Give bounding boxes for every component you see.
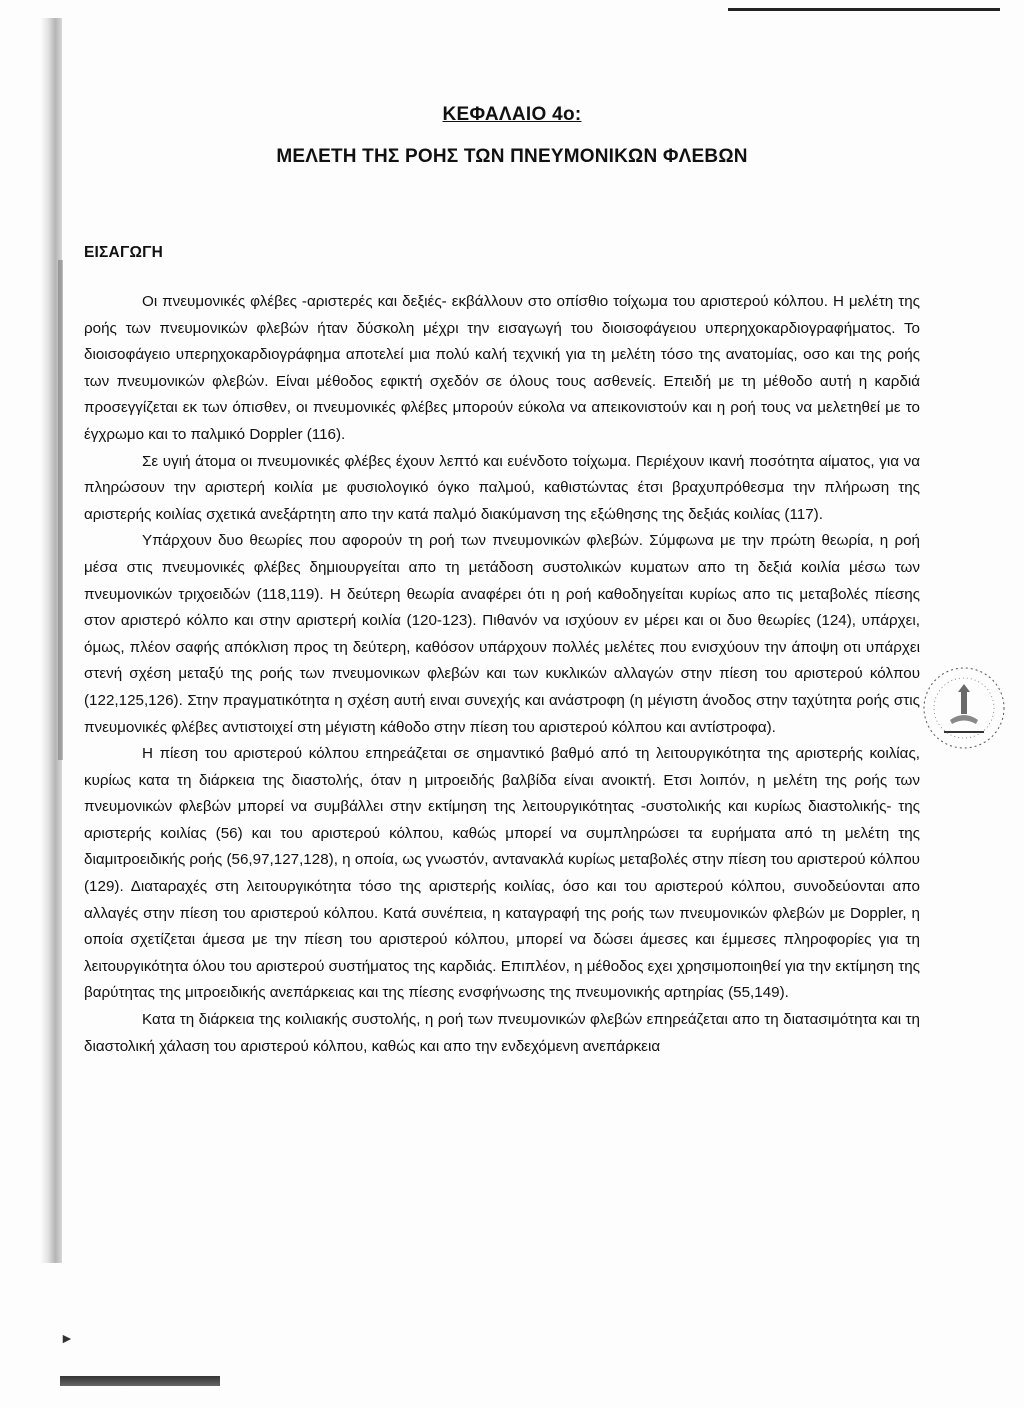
library-stamp-seal (918, 662, 1010, 754)
chapter-title: ΚΕΦΑΛΑΙΟ 4ο: (442, 104, 582, 125)
paragraph-5: Κατα τη διάρκεια της κοιλιακής συστολής, η ροή των πνευμονικών φλεβών επηρεάζεται απο τη διατασιμότητα και τη διαστολική χάλαση του αριστερού κόλπου, καθώς και απο την ενδεχόμενη ανεπάρκεια (84, 1011, 920, 1055)
margin-arrow-mark: ► (60, 1330, 74, 1346)
chapter-subtitle: ΜΕΛΕΤΗ ΤΗΣ ΡΟΗΣ ΤΩΝ ΠΝΕΥΜΟΝΙΚΩΝ ΦΛΕΒΩΝ (276, 146, 748, 167)
section-heading: ΕΙΣΑΓΩΓΗ (84, 244, 163, 261)
paragraph-1: Οι πνευμονικές φλέβες -αριστερές και δεξιές- εκβάλλουν στο οπίσθιο τοίχωμα του αριστερού κόλπου. Η μελέτη της ροής των πνευμονικών φλεβών ήταν δύσκολη μέχρι την εισαγωγή του διοισοφάγειου υπερηχοκαρδιογραφήματος. Το διοισοφάγειο υπερηχοκαρδιογράφημα αποτελεί μια πολύ καλή τεχνική για τη μελέτη τόσο της ανατομίας, οσο και της ροής των πνευμονικών φλεβών. Είναι μέθοδος εφικτή σχεδόν σε όλους τους ασθενείς. Επειδή με τη μέθοδο αυτή η καρδιά προσεγγίζεται εκ των όπισθεν, οι πνευμονικές φλέβες μπορούν εύκολα να απεικονιστούν και η ροή τους να μελετηθεί με το έγχρωμο και το παλμικό Doppler (116). (84, 293, 920, 443)
scan-edge-line (728, 8, 1000, 11)
scan-binding-dark-edge (58, 260, 63, 760)
paragraph-2: Σε υγιή άτομα οι πνευμονικές φλέβες έχουν λεπτό και ευένδοτο τοίχωμα. Περιέχουν ικανή ποσότητα αίματος, για να πληρώσουν την αριστερή κοιλία με φυσιολογικό όγκο παλμού, καθιστώντας έτσι βραχυπρόθεσμα την πλήρωση της αριστερής κοιλίας σχετικά ανεξάρτητη απο την κατά παλμό διακύμανση της εξώθησης της δεξιάς κοιλίας (117). (84, 452, 920, 523)
body-text (84, 289, 920, 1060)
paragraph-4: Η πίεση του αριστερού κόλπου επηρεάζεται σε σημαντικό βαθμό από τη λειτουργικότητα της αριστερής κοιλίας, κυρίως κατα τη διάρκεια της διαστολής, όταν η μιτροειδής βαλβίδα είναι ανοικτή. Ετσι λοιπόν, η μελέτη της ροής των πνευμονικών φλεβών μπορεί να συμβάλλει στην εκτίμηση της λειτουργικότητας -συστολικής και κυρίως διαστολικής- της αριστερής κοιλίας (56) και του αριστερού κόλπου, καθώς μπορεί να συμπληρώσει τα ευρήματα από τη μελέτη της διαμιτροειδικής ροής (56,97,127,128), η οποία, ως γνωστόν, αντανακλά κυρίως μεταβολές στην πίεση του αριστερού κόλπου (129). Διαταραχές στη λειτουργικότητα τόσο της αριστερής κοιλίας, όσο και του αριστερού κόλπου, συνοδεύονται απο αλλαγές στην πίεση του αριστερού κόλπου. Κατά συνέπεια, η καταγραφή της ροής των πνευμονικών φλεβών με Doppler, η οποία σχετίζεται άμεσα με την πίεση του αριστερού κόλπου, μπορεί να δώσει άμεσες και έμμεσες πληροφορίες για τη λειτουργικότητα όλου του αριστερού συστήματος της καρδιάς. Επιπλέον, η μέθοδος εχει χρησιμοποιηθεί για την εκτίμηση της βαρύτητας της μιτροειδικής ανεπάρκειας και της πίεσης ενσφήνωσης της πνευμονικής αρτηρίας (55,149). (84, 745, 920, 1002)
scan-bottom-bar (60, 1376, 220, 1386)
paragraph-3: Υπάρχουν δυο θεωρίες που αφορούν τη ροή των πνευμονικών φλεβών. Σύμφωνα με την πρώτη θεωρία, η ροή μέσα στις πνευμονικές φλέβες δημιουργείται απο τη μετάδοση συστολικών κυματων απο τη δεξιά κοιλία μέσω των πνευμονικών τριχοειδών (118,119). Η δεύτερη θεωρία αναφέρει ότι η ροή καθοδηγείται κυρίως απο τις μεταβολές πίεσης στον αριστερό κόλπο και στην αριστερή κοιλία (120-123). Πιθανόν να ισχύουν εν μέρει και οι δυο θεωρίες (124), υπάρχει, όμως, πλέον σαφής απόκλιση προς τη δεύτερη, καθόσον υπάρχουν πολλές μελέτες που ενισχύουν την άποψη οτι υπάρχει στενή σχέση μεταξύ της ροής των πνευμονικων φλεβών και των κυκλικών αλλαγών στην πίεση του αριστερού κόλπου (122,125,126). Στην πραγματικότητα η σχέση αυτή ειναι συνεχής και ανάστροφη (η μέγιστη άνοδος στην ταχύτητα ροής στις πνευμονικές φλέβες αντιστοιχεί στη μέγιστη κάθοδο στην πίεση του αριστερού κόλπου και αντίστροφα). (84, 532, 920, 736)
